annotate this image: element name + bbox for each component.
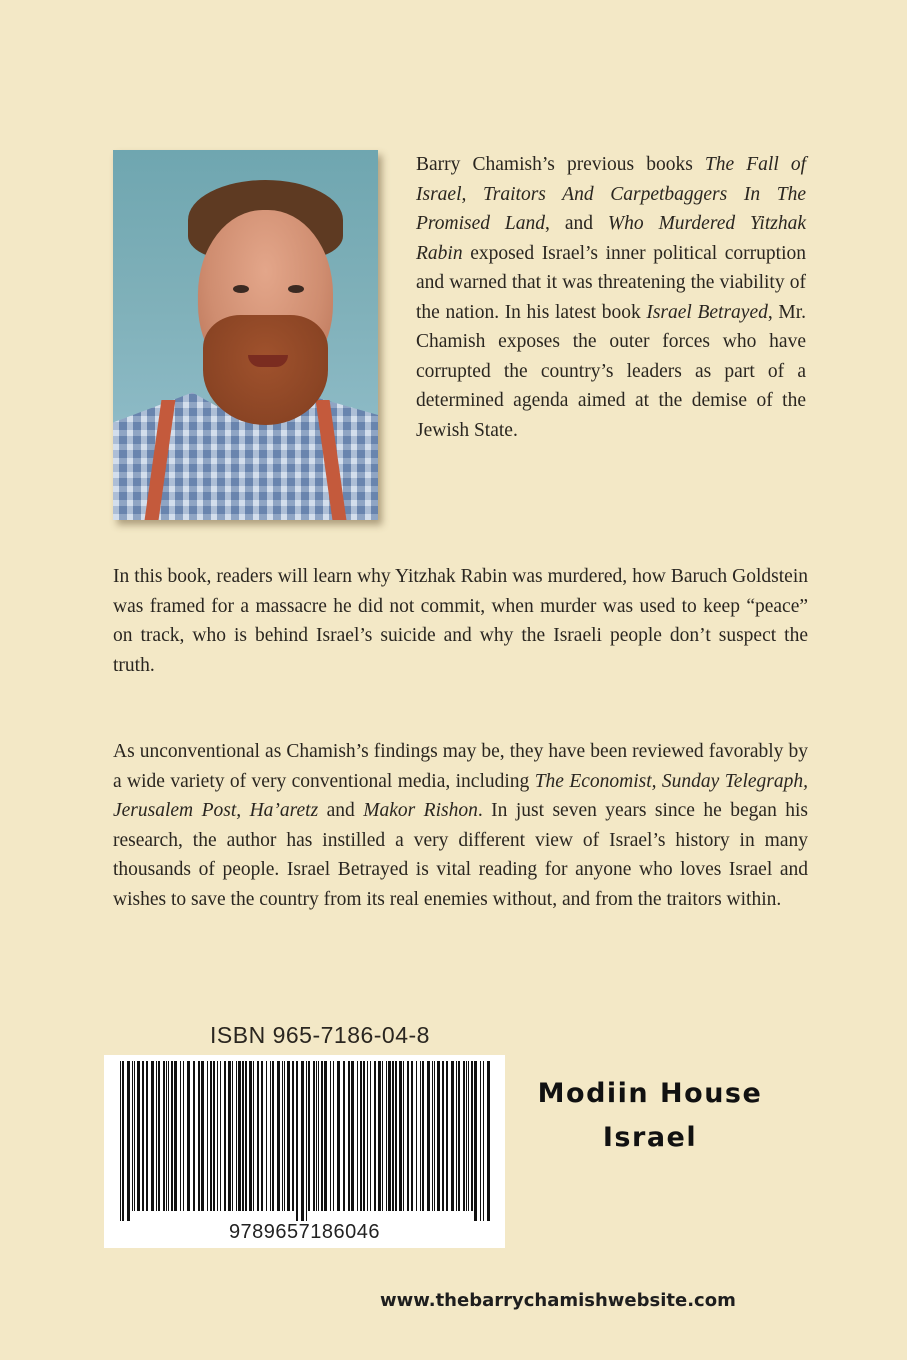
text-run: and <box>318 800 364 821</box>
barcode-bar <box>351 1061 354 1211</box>
barcode-bar <box>272 1061 274 1211</box>
barcode-bar <box>224 1061 226 1211</box>
barcode-bar <box>487 1061 490 1221</box>
barcode-bar <box>420 1061 421 1211</box>
barcode-bar <box>249 1061 252 1211</box>
barcode-bar <box>158 1061 160 1211</box>
barcode-bar <box>232 1061 233 1211</box>
barcode-bar <box>318 1061 319 1211</box>
barcode-bar <box>471 1061 473 1211</box>
barcode-bar <box>333 1061 334 1211</box>
barcode-bar <box>228 1061 231 1211</box>
barcode-bar <box>321 1061 323 1211</box>
barcode-bar <box>434 1061 435 1211</box>
barcode-bar <box>407 1061 409 1211</box>
website-url: www.thebarrychamishwebsite.com <box>380 1290 736 1311</box>
text-run: Israel Betrayed <box>646 301 768 323</box>
barcode-bar <box>308 1061 310 1211</box>
photo-eye-right <box>288 285 304 293</box>
barcode-bar <box>301 1061 304 1221</box>
text-run: The Economist, Sunday Telegraph, Jerusalem Post, Ha’aretz <box>113 770 808 821</box>
barcode-bar <box>171 1061 173 1211</box>
barcode-bar <box>122 1061 124 1221</box>
barcode-bar <box>403 1061 404 1211</box>
barcode-bar <box>399 1061 402 1211</box>
text-run: Barry Chamish’s previous books <box>416 154 705 175</box>
barcode-bar <box>395 1061 397 1211</box>
blurb-paragraph-reviews <box>113 737 808 914</box>
barcode-bar <box>242 1061 244 1211</box>
barcode-bar <box>451 1061 454 1211</box>
barcode-bar <box>468 1061 469 1211</box>
barcode-bar <box>284 1061 285 1211</box>
photo-beard <box>203 315 328 425</box>
barcode-bar <box>337 1061 340 1211</box>
barcode-bar <box>456 1061 457 1211</box>
barcode-bar <box>474 1061 477 1221</box>
text-run: exposed Israel’s inner political corruption and warned that it was threatening the viability of the nation. In his latest book <box>416 242 806 323</box>
photo-eye-left <box>233 285 249 293</box>
isbn-label: ISBN 965-7186-04-8 <box>210 1022 430 1048</box>
text-run: As unconventional as Chamish’s findings may be, they have been reviewed favorably by a wide variety of very conventional media, including <box>113 741 808 792</box>
barcode-bar <box>343 1061 345 1211</box>
barcode-bar <box>220 1061 221 1211</box>
barcode-bar <box>146 1061 148 1211</box>
barcode-bar <box>277 1061 280 1211</box>
barcode-bar <box>306 1061 307 1221</box>
barcode-bar <box>142 1061 144 1211</box>
barcode-bars <box>118 1061 491 1221</box>
barcode-bar <box>292 1061 294 1211</box>
barcode-bar <box>245 1061 247 1211</box>
author-photo <box>113 150 378 520</box>
barcode-bar <box>392 1061 394 1211</box>
barcode-bar <box>296 1061 298 1221</box>
barcode-bar <box>363 1061 365 1211</box>
barcode-number: 9789657186046 <box>228 1221 381 1243</box>
barcode-bar <box>422 1061 424 1211</box>
barcode <box>104 1055 505 1248</box>
text-run: . In just seven years since he began his research, the author has instilled a very different view of Israel’s history in many thousands of people. Israel Betrayed is vital reading for anyone who loves Israel and wishes to save the country from its real enemies without, and from the traitors within. <box>113 800 809 910</box>
barcode-bar <box>378 1061 381 1211</box>
barcode-bar <box>151 1061 154 1211</box>
barcode-bar <box>313 1061 315 1211</box>
barcode-bar <box>411 1061 413 1211</box>
barcode-bar <box>432 1061 433 1211</box>
barcode-bar <box>374 1061 376 1211</box>
barcode-bar <box>253 1061 254 1211</box>
barcode-bar <box>270 1061 271 1211</box>
barcode-bar <box>427 1061 430 1211</box>
barcode-bar <box>442 1061 444 1211</box>
barcode-bar <box>360 1061 362 1211</box>
barcode-bar <box>382 1061 383 1211</box>
barcode-bar <box>483 1061 484 1221</box>
barcode-bar <box>207 1061 208 1211</box>
text-run: In this book, readers will learn why Yitzhak Rabin was murdered, how Baruch Goldstein was framed for a massacre he did not commit, when murder was used to keep “peace” on track, who is behind Israel’s suicide and why the Israeli people don’t suspect the truth. <box>113 566 808 676</box>
barcode-bar <box>127 1061 130 1221</box>
barcode-bar <box>213 1061 215 1211</box>
barcode-bar <box>166 1061 167 1211</box>
barcode-bar <box>416 1061 417 1211</box>
barcode-bar <box>357 1061 358 1211</box>
barcode-bar <box>466 1061 467 1211</box>
publisher-line-1: Modiin House <box>537 1078 763 1109</box>
text-run: The Fall of Israel, Traitors And Carpetbaggers In The Promised Land <box>416 154 807 234</box>
barcode-bar <box>183 1061 184 1211</box>
barcode-bar <box>163 1061 165 1211</box>
barcode-bar <box>266 1061 267 1211</box>
barcode-bar <box>367 1061 368 1211</box>
barcode-bar <box>236 1061 237 1211</box>
text-run: Makor Rishon <box>363 800 478 821</box>
barcode-bar <box>120 1061 121 1221</box>
photo-mouth <box>248 355 288 367</box>
barcode-bar <box>174 1061 177 1211</box>
barcode-bar <box>330 1061 331 1211</box>
barcode-bar <box>370 1061 371 1211</box>
barcode-bar <box>446 1061 448 1211</box>
blurb-paragraph-content <box>113 562 808 680</box>
publisher-name <box>520 1072 780 1160</box>
barcode-bar <box>193 1061 195 1211</box>
barcode-bar <box>132 1061 133 1211</box>
barcode-bar <box>324 1061 327 1211</box>
barcode-bar <box>238 1061 241 1211</box>
barcode-bar <box>137 1061 140 1211</box>
barcode-bar <box>282 1061 283 1211</box>
barcode-bar <box>257 1061 259 1211</box>
barcode-bar <box>437 1061 440 1211</box>
barcode-bar <box>187 1061 190 1211</box>
barcode-bar <box>217 1061 218 1211</box>
barcode-bar <box>180 1061 181 1211</box>
barcode-bar <box>156 1061 157 1211</box>
barcode-bar <box>388 1061 391 1211</box>
barcode-bar <box>168 1061 169 1211</box>
barcode-bar <box>134 1061 135 1211</box>
barcode-bar <box>261 1061 263 1211</box>
barcode-bar <box>463 1061 465 1211</box>
barcode-bar <box>287 1061 290 1211</box>
barcode-bar <box>458 1061 460 1211</box>
publisher-line-2: Israel <box>602 1122 698 1153</box>
barcode-bar <box>201 1061 204 1211</box>
blurb-paragraph-author <box>416 150 806 445</box>
text-run: , Mr. Chamish exposes the outer forces who have corrupted the country’s leaders as part of a determined agenda aimed at the demise of the Jewish State. <box>416 301 806 441</box>
barcode-bar <box>198 1061 200 1211</box>
barcode-bar <box>480 1061 481 1221</box>
barcode-bar <box>348 1061 350 1211</box>
text-run: Who Murdered Yitzhak Rabin <box>416 213 806 264</box>
barcode-bar <box>386 1061 387 1211</box>
barcode-bar <box>210 1061 212 1211</box>
barcode-bar <box>316 1061 317 1211</box>
text-run: , and <box>545 213 608 234</box>
